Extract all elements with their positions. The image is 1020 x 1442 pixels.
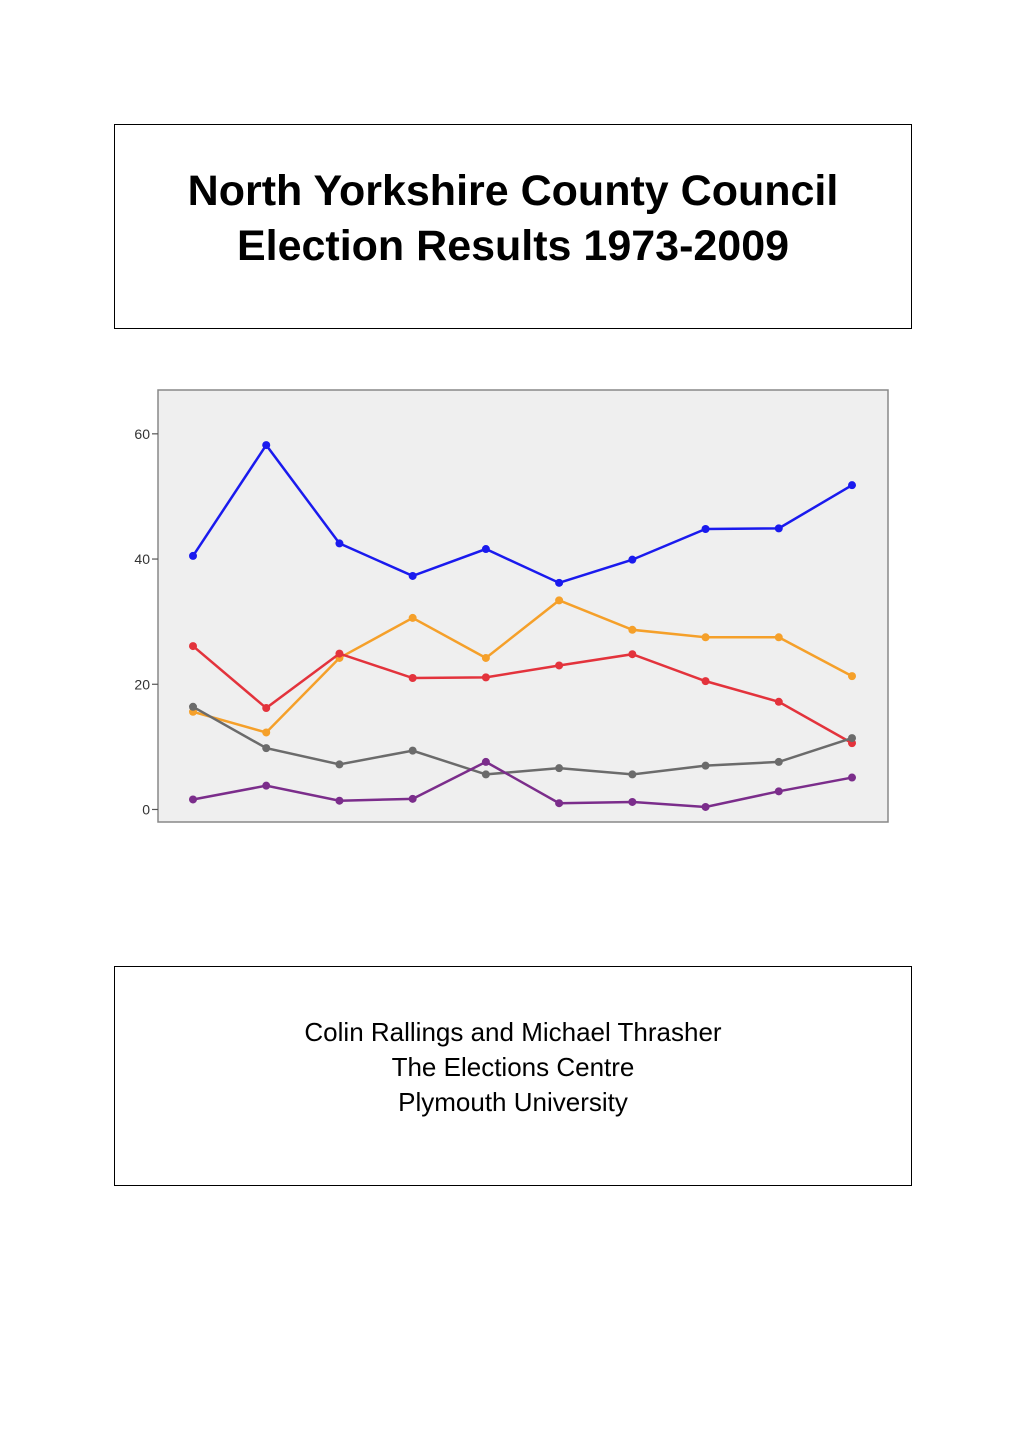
data-point — [409, 572, 417, 580]
data-point — [189, 552, 197, 560]
university: Plymouth University — [398, 1087, 628, 1117]
data-point — [262, 441, 270, 449]
data-point — [628, 556, 636, 564]
data-point — [848, 734, 856, 742]
data-point — [409, 614, 417, 622]
authors: Colin Rallings and Michael Thrasher — [304, 1017, 722, 1047]
data-point — [848, 672, 856, 680]
y-tick-label: 40 — [134, 551, 150, 568]
plot-area — [158, 390, 888, 822]
data-point — [335, 650, 343, 658]
author-box — [114, 966, 912, 1186]
data-point — [702, 677, 710, 685]
data-point — [555, 596, 563, 604]
data-point — [775, 698, 783, 706]
data-point — [555, 579, 563, 587]
data-point — [555, 661, 563, 669]
y-tick-label: 60 — [134, 425, 150, 442]
data-point — [482, 654, 490, 662]
document-title-line-2: Election Results 1973-2009 — [236, 222, 790, 270]
data-point — [702, 803, 710, 811]
data-point — [555, 799, 563, 807]
data-point — [482, 770, 490, 778]
data-point — [409, 795, 417, 803]
data-point — [482, 545, 490, 553]
data-point — [702, 525, 710, 533]
title-box — [114, 124, 912, 329]
data-point — [262, 704, 270, 712]
y-tick-label: 0 — [142, 801, 150, 818]
data-point — [702, 762, 710, 770]
data-point — [189, 642, 197, 650]
data-point — [189, 795, 197, 803]
line-chart — [110, 380, 910, 840]
data-point — [628, 626, 636, 634]
data-point — [189, 703, 197, 711]
data-point — [555, 764, 563, 772]
y-tick-label: 20 — [134, 676, 150, 693]
data-point — [628, 650, 636, 658]
data-point — [482, 673, 490, 681]
data-point — [335, 539, 343, 547]
data-point — [775, 633, 783, 641]
data-point — [409, 674, 417, 682]
data-point — [262, 782, 270, 790]
data-point — [482, 758, 490, 766]
data-point — [775, 758, 783, 766]
document-title-line-1: North Yorkshire County Council — [187, 167, 839, 215]
data-point — [848, 481, 856, 489]
data-point — [848, 774, 856, 782]
data-point — [409, 747, 417, 755]
data-point — [628, 798, 636, 806]
data-point — [775, 787, 783, 795]
chart-svg — [110, 380, 910, 840]
data-point — [775, 524, 783, 532]
organization: The Elections Centre — [391, 1052, 635, 1082]
data-point — [702, 633, 710, 641]
data-point — [628, 770, 636, 778]
data-point — [262, 744, 270, 752]
data-point — [335, 797, 343, 805]
data-point — [262, 728, 270, 736]
data-point — [335, 760, 343, 768]
